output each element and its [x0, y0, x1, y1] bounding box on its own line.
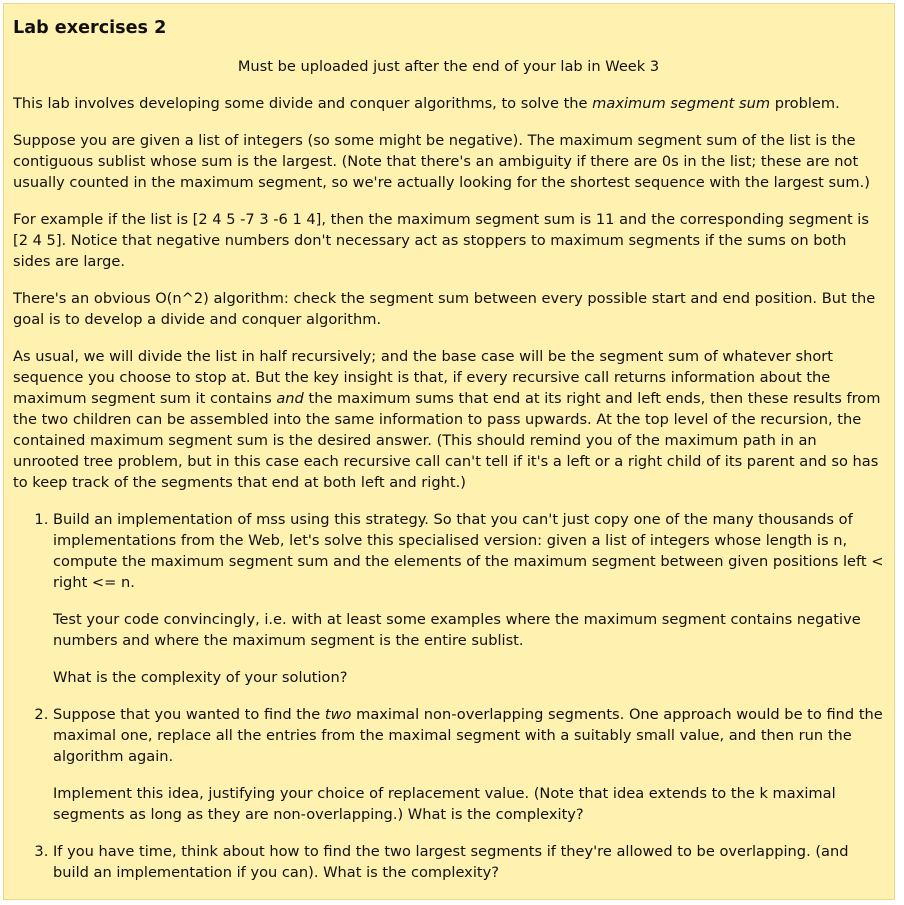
exercise-2-text-after: maximal non-overlapping segments. One approach would be to find the maximal one, replace all the entries from the maximal segment with a suitably small value, and then run the algorithm again. — [53, 706, 883, 765]
exercise-2-emphasis: two — [324, 706, 352, 723]
exercise-list — [13, 509, 884, 883]
exercise-item-1 — [53, 509, 884, 688]
definition-paragraph: Suppose you are given a list of integers (so some might be negative). The maximum segment sum of the list is the contiguous sublist whose sum is the largest. (Note that there's an ambiguity if there are 0s in the list; these are not usually counted in the maximum segment, so we're actually looking for the shortest sequence with the largest sum.) — [13, 132, 870, 191]
lab-document — [3, 3, 895, 900]
page-title: Lab exercises 2 — [13, 18, 167, 38]
exercise-3-task: 3. If you have time, think about how to find the two largest segments if they're allowed to be overlapping. (and build an implementation if you can). What is the complexity? — [53, 843, 849, 881]
example-paragraph: For example if the list is [2 4 5 -7 3 -6 1 4], then the maximum segment sum is 11 and the corresponding segment is [2 4 5]. Notice that negative numbers don't necessary act as stoppers to maximum segments if the sums on both sides are large. — [13, 211, 869, 270]
exercise-item-2 — [53, 704, 884, 825]
strategy-text-after: the maximum sums that end at its right and left ends, then these results from the two children can be assembled into the same information to pass upwards. At the top level of the recursion, the contained maximum segment sum is the desired answer. (This should remind you of the maximum path in an unrooted tree problem, but in this case each recursive call can't tell if it's a left or a right child of its parent and so has to keep track of the segments that end at both left and right.) — [13, 390, 881, 491]
strategy-paragraph — [13, 346, 884, 493]
exercise-2-implement: Implement this idea, justifying your choice of replacement value. (Note that idea extends to the k maximal segments as long as they are non-overlapping.) What is the complexity? — [53, 785, 836, 823]
intro-paragraph — [13, 93, 884, 114]
exercise-2-task — [53, 704, 884, 767]
deadline-note: Must be uploaded just after the end of your lab in Week 3 — [237, 58, 660, 75]
exercise-1-complexity: What is the complexity of your solution? — [53, 669, 348, 686]
exercise-2-text-before: Suppose that you wanted to find the — [53, 706, 325, 723]
intro-text-after: problem. — [770, 95, 840, 112]
naive-algorithm-paragraph: There's an obvious O(n^2) algorithm: check the segment sum between every possible start and end position. But the goal is to develop a divide and conquer algorithm. — [13, 290, 876, 328]
exercise-item-3 — [53, 841, 884, 883]
strategy-text-before: As usual, we will divide the list in half recursively; and the base case will be the segment sum of whatever short sequence you choose to stop at. But the key insight is that, if every recursive call returns information about the maximum segment sum it contains — [13, 348, 834, 407]
exercise-1-task: 1. Build an implementation of mss using this strategy. So that you can't just copy one of the many thousands of implementations from the Web, let's solve this specialised version: given a list of integers whose length is n, compute the maximum segment sum and the elements of the maximum segment between given positions left < right <= n. — [53, 511, 884, 591]
exercise-1-testing: Test your code convincingly, i.e. with at least some examples where the maximum segment contains negative numbers and where the maximum segment is the entire sublist. — [53, 611, 861, 649]
strategy-emphasis: and — [276, 390, 304, 407]
intro-emphasis: maximum segment sum — [592, 95, 771, 112]
intro-text-before: This lab involves developing some divide and conquer algorithms, to solve the — [13, 95, 593, 112]
